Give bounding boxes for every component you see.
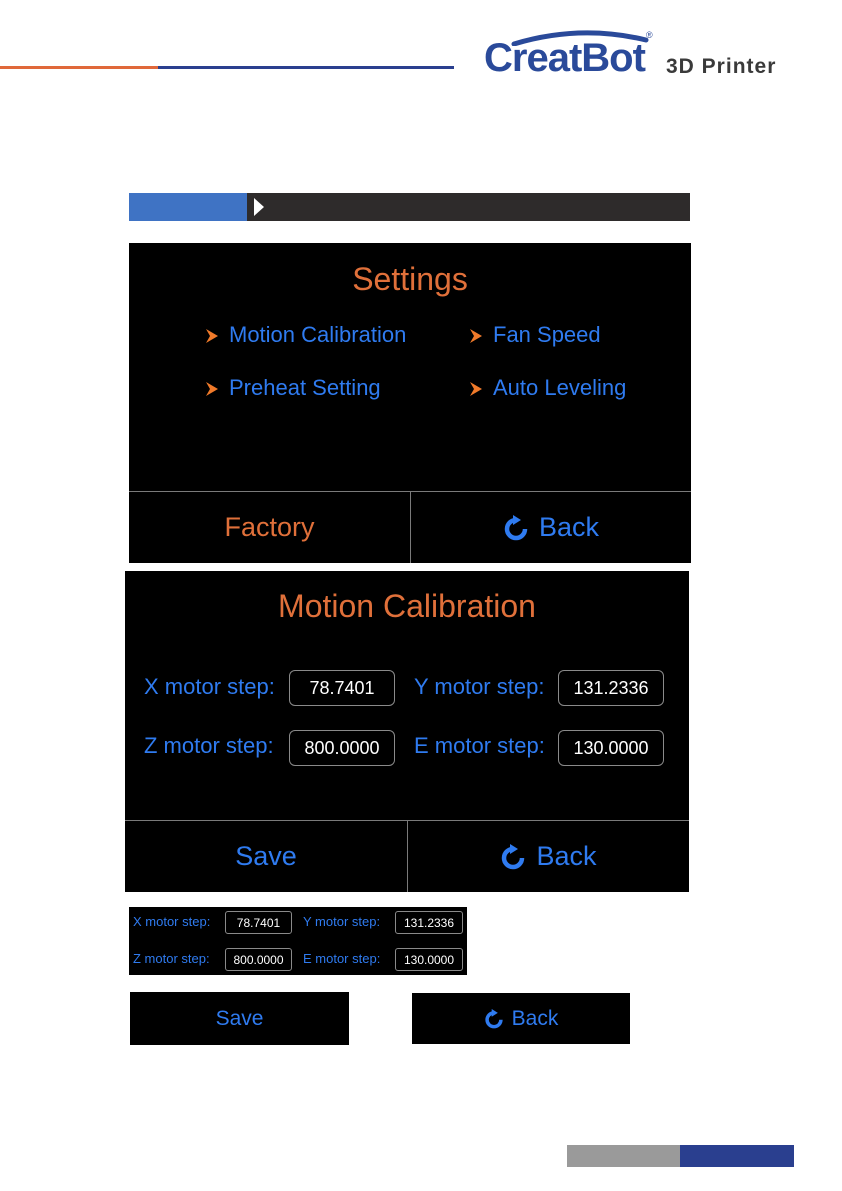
header-rule-orange [0,66,158,69]
footer-bar-gray [567,1145,680,1167]
z-motor-step-label: Z motor step: [144,733,274,758]
settings-title: Settings [352,261,468,297]
menu-item-label: Preheat Setting [229,375,381,400]
y-motor-step-field[interactable]: 131.2336 [395,911,463,934]
y-motor-step-label: Y motor step: [303,914,381,929]
back-button[interactable] [411,492,691,563]
play-arrow-icon [253,197,265,217]
footer-bar-navy [680,1145,794,1167]
brand-logo [484,30,804,80]
chevron-right-icon [205,328,221,344]
save-button-label: Save [215,1006,264,1030]
motor-step-detail-panel [129,907,467,975]
x-motor-step-field[interactable]: 78.7401 [289,670,395,706]
header-rule-navy [158,66,454,69]
logo-subtitle: 3D Printer [666,55,777,78]
motion-button-row [125,820,689,892]
menu-item-motion-calibration[interactable] [205,322,406,348]
z-motor-step-field[interactable]: 800.0000 [289,730,395,766]
e-motor-step-label: E motor step: [303,951,381,966]
e-motor-step-field[interactable]: 130.0000 [395,948,463,971]
section-bar-highlight [129,193,247,221]
x-motor-step-label: X motor step: [133,914,211,929]
motion-calibration-screen [125,571,689,892]
factory-button[interactable] [129,492,410,563]
chevron-right-icon [469,328,485,344]
settings-screen [129,243,691,563]
chevron-right-icon [469,381,485,397]
section-bar [129,193,690,221]
chevron-right-icon [205,381,221,397]
back-button[interactable] [412,993,630,1044]
save-button[interactable] [125,821,407,892]
back-button[interactable] [408,821,689,892]
menu-item-label: Motion Calibration [229,322,407,347]
motion-calibration-title: Motion Calibration [278,588,536,624]
back-button-label: Back [511,1006,559,1030]
back-button-label: Back [536,841,597,871]
factory-button-label: Factory [224,512,315,542]
y-motor-step-field[interactable]: 131.2336 [558,670,664,706]
e-motor-step-label: E motor step: [414,733,545,758]
refresh-icon [500,843,526,871]
logo-wordmark: CreatBot [484,36,645,80]
y-motor-step-label: Y motor step: [414,674,545,699]
z-motor-step-field[interactable]: 800.0000 [225,948,292,971]
menu-item-auto-leveling[interactable] [469,375,626,401]
x-motor-step-label: X motor step: [144,674,275,699]
menu-item-fan-speed[interactable] [469,322,601,348]
menu-item-label: Auto Leveling [493,375,627,400]
refresh-icon [484,1008,504,1030]
z-motor-step-label: Z motor step: [133,951,210,966]
e-motor-step-field[interactable]: 130.0000 [558,730,664,766]
menu-item-preheat-setting[interactable] [205,375,381,401]
registered-mark: ® [646,30,653,40]
refresh-icon [503,514,529,542]
save-button-label: Save [235,841,297,871]
menu-item-label: Fan Speed [493,322,601,347]
settings-button-row [129,491,691,563]
x-motor-step-field[interactable]: 78.7401 [225,911,292,934]
save-button[interactable] [130,992,349,1045]
back-button-label: Back [538,512,600,542]
